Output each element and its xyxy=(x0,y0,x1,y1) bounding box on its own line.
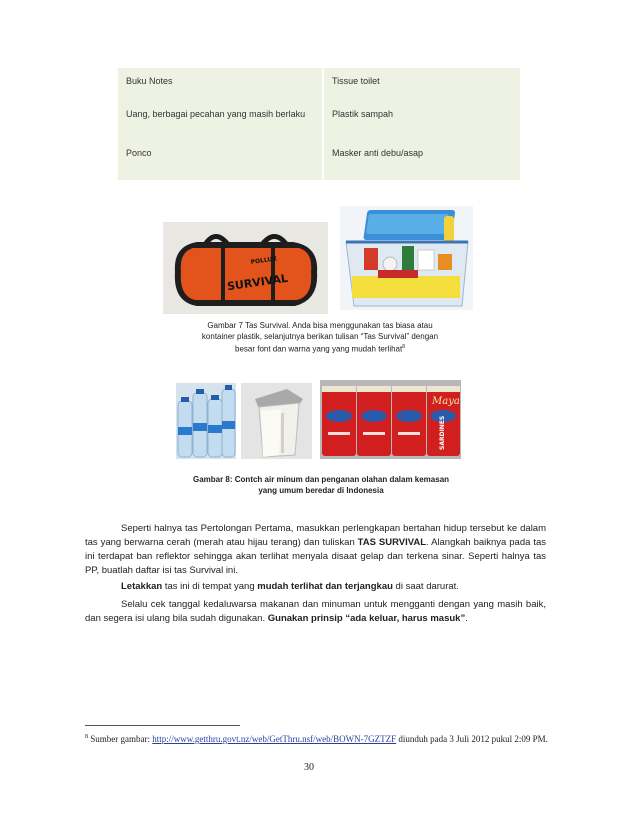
footnote xyxy=(85,731,550,745)
checklist-table xyxy=(118,68,520,180)
paragraph-text: . xyxy=(465,613,468,624)
paragraph-text: . Alangkah baiknya pada tas ini terdapat ban reflektor sehingga akan terlihat menyala disaat gelap dan terkena sinar. Seperti halnya tas PP, buatlah daftar isi tas Survival ini. xyxy=(85,537,546,576)
caption-line: kontainer plastik, selanjutnya berikan tulisan “Tas Survival” dengan xyxy=(201,332,439,341)
table-cell: Plastik sampah xyxy=(323,103,520,142)
table-cell: Ponco xyxy=(118,142,323,180)
food-container-photo xyxy=(241,383,312,459)
bold-text: Gunakan prinsip “ada keluar, harus masuk” xyxy=(267,613,466,624)
sardine-cans-photo xyxy=(320,380,461,459)
bold-text: mudah terlihat dan terjangkau xyxy=(257,581,393,592)
bag-brand-text: POLLUX xyxy=(250,255,278,266)
paragraph-text: Selalu cek tanggal kedaluwarsa makanan dan minuman untuk mengganti dengan yang masih baik, dan segera isi ulang bila sudah digunakan. xyxy=(85,599,546,624)
cans-label-text: SARDINES xyxy=(439,415,446,450)
table-cell: Uang, berbagai pecahan yang masih berlaku xyxy=(118,103,323,142)
bold-text: Letakkan xyxy=(121,581,163,592)
table-row xyxy=(118,142,520,180)
table-row xyxy=(118,68,520,103)
table-cell: Masker anti debu/asap xyxy=(323,142,520,180)
paragraph xyxy=(85,598,546,626)
paragraph-text: tas ini di tempat yang xyxy=(162,581,258,592)
cans-brand-text: Maya xyxy=(432,396,460,407)
footnote-text: Sumber gambar: xyxy=(88,734,153,744)
caption-text: besar font dan warna yang yang mudah terlihat xyxy=(235,344,403,354)
table-row xyxy=(118,103,520,142)
paragraph-text: di saat darurat. xyxy=(392,581,459,592)
page-number: 30 xyxy=(304,762,314,773)
table-cell: Buku Notes xyxy=(118,68,323,103)
paragraph xyxy=(85,522,546,578)
footnote-text: diunduh pada 3 Juli 2012 pukul 2:09 PM. xyxy=(396,734,548,744)
bold-text: TAS SURVIVAL xyxy=(357,537,427,548)
footnote-ref: 8 xyxy=(402,344,405,350)
survival-bag-photo xyxy=(163,222,328,314)
caption-line: Gambar 8: Contch air minum dan penganan olahan dalam kemasan xyxy=(192,475,450,484)
bag-survival-text: SURVIVAL xyxy=(226,271,289,294)
paragraph xyxy=(85,580,546,594)
paragraph-text: Seperti halnya tas Pertolongan Pertama, masukkan perlengkapan bertahan hidup tersebut ke dalam tas yang berwarna cerah (merah atau hijau terang) dan tuliskan xyxy=(85,523,546,548)
caption-line: yang umum beredar di Indonesia xyxy=(258,486,384,495)
caption-line xyxy=(180,342,460,355)
plastic-container-photo xyxy=(340,206,473,310)
figure-8-caption xyxy=(176,474,466,496)
table-cell: Tissue toilet xyxy=(323,68,520,103)
footnote-divider xyxy=(85,725,240,726)
figure-7-caption xyxy=(180,320,460,355)
footnote-number: 8 xyxy=(85,734,88,740)
source-link[interactable]: http://www.getthru.govt.nz/web/GetThru.nsf/web/BOWN-7GZTZF xyxy=(152,734,397,744)
water-bottles-photo xyxy=(176,383,236,459)
caption-line: Gambar 7 Tas Survival. Anda bisa menggunakan tas biasa atau xyxy=(207,321,433,330)
